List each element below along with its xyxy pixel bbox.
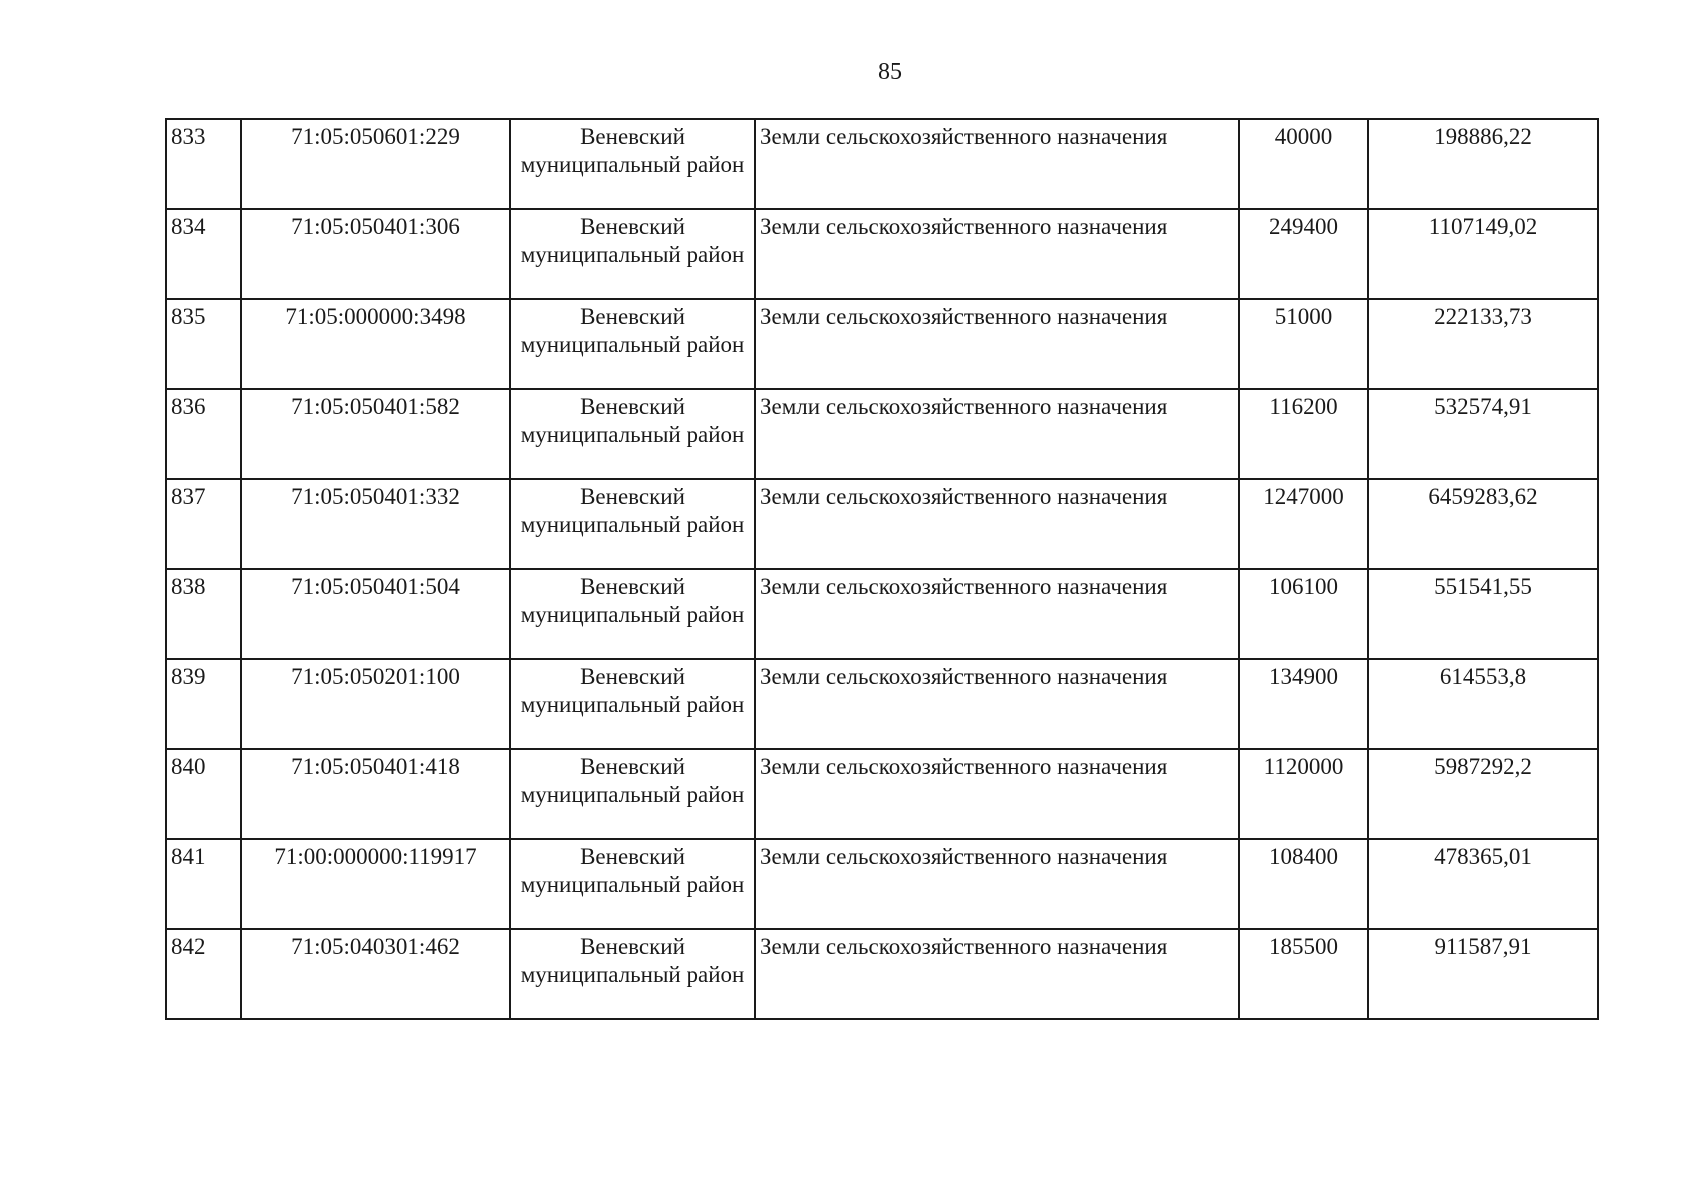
municipality-cell: Веневский муниципальный район xyxy=(510,659,755,749)
area-cell: 40000 xyxy=(1239,119,1368,209)
area-cell: 51000 xyxy=(1239,299,1368,389)
table-body xyxy=(166,119,1598,1019)
land-category-cell: Земли сельскохозяйственного назначения xyxy=(755,209,1239,299)
municipality-cell: Веневский муниципальный район xyxy=(510,839,755,929)
land-category-cell: Земли сельскохозяйственного назначения xyxy=(755,299,1239,389)
land-category-cell: Земли сельскохозяйственного назначения xyxy=(755,569,1239,659)
cadastral-value-cell: 6459283,62 xyxy=(1368,479,1598,569)
area-cell: 249400 xyxy=(1239,209,1368,299)
row-number-cell: 834 xyxy=(166,209,241,299)
cadastral-value-cell: 551541,55 xyxy=(1368,569,1598,659)
municipality-cell: Веневский муниципальный район xyxy=(510,569,755,659)
area-cell: 185500 xyxy=(1239,929,1368,1019)
area-cell: 1120000 xyxy=(1239,749,1368,839)
cadastral-number-cell: 71:05:040301:462 xyxy=(241,929,510,1019)
row-number-cell: 839 xyxy=(166,659,241,749)
cadastral-number-cell: 71:00:000000:119917 xyxy=(241,839,510,929)
table-row xyxy=(166,389,1598,479)
municipality-cell: Веневский муниципальный район xyxy=(510,389,755,479)
cadastral-number-cell: 71:05:050401:306 xyxy=(241,209,510,299)
cadastral-number-cell: 71:05:050401:418 xyxy=(241,749,510,839)
cadastral-value-cell: 532574,91 xyxy=(1368,389,1598,479)
municipality-cell: Веневский муниципальный район xyxy=(510,299,755,389)
land-category-cell: Земли сельскохозяйственного назначения xyxy=(755,929,1239,1019)
municipality-cell: Веневский муниципальный район xyxy=(510,479,755,569)
table-row xyxy=(166,479,1598,569)
row-number-cell: 836 xyxy=(166,389,241,479)
area-cell: 108400 xyxy=(1239,839,1368,929)
table-row xyxy=(166,749,1598,839)
land-category-cell: Земли сельскохозяйственного назначения xyxy=(755,749,1239,839)
row-number-cell: 842 xyxy=(166,929,241,1019)
area-cell: 106100 xyxy=(1239,569,1368,659)
cadastral-number-cell: 71:05:050401:332 xyxy=(241,479,510,569)
row-number-cell: 841 xyxy=(166,839,241,929)
table-row xyxy=(166,839,1598,929)
cadastral-value-cell: 614553,8 xyxy=(1368,659,1598,749)
row-number-cell: 837 xyxy=(166,479,241,569)
cadastral-number-cell: 71:05:000000:3498 xyxy=(241,299,510,389)
row-number-cell: 833 xyxy=(166,119,241,209)
land-category-cell: Земли сельскохозяйственного назначения xyxy=(755,839,1239,929)
land-plots-table xyxy=(165,118,1599,1020)
municipality-cell: Веневский муниципальный район xyxy=(510,209,755,299)
cadastral-value-cell: 911587,91 xyxy=(1368,929,1598,1019)
table-row xyxy=(166,209,1598,299)
cadastral-number-cell: 71:05:050401:504 xyxy=(241,569,510,659)
page-number: 85 xyxy=(878,59,902,85)
land-category-cell: Земли сельскохозяйственного назначения xyxy=(755,119,1239,209)
cadastral-value-cell: 1107149,02 xyxy=(1368,209,1598,299)
area-cell: 134900 xyxy=(1239,659,1368,749)
table-row xyxy=(166,929,1598,1019)
cadastral-value-cell: 5987292,2 xyxy=(1368,749,1598,839)
row-number-cell: 840 xyxy=(166,749,241,839)
cadastral-number-cell: 71:05:050401:582 xyxy=(241,389,510,479)
land-category-cell: Земли сельскохозяйственного назначения xyxy=(755,389,1239,479)
municipality-cell: Веневский муниципальный район xyxy=(510,119,755,209)
cadastral-value-cell: 198886,22 xyxy=(1368,119,1598,209)
table-row xyxy=(166,569,1598,659)
municipality-cell: Веневский муниципальный район xyxy=(510,749,755,839)
cadastral-number-cell: 71:05:050201:100 xyxy=(241,659,510,749)
area-cell: 116200 xyxy=(1239,389,1368,479)
table-row xyxy=(166,119,1598,209)
land-category-cell: Земли сельскохозяйственного назначения xyxy=(755,479,1239,569)
municipality-cell: Веневский муниципальный район xyxy=(510,929,755,1019)
cadastral-value-cell: 222133,73 xyxy=(1368,299,1598,389)
cadastral-value-cell: 478365,01 xyxy=(1368,839,1598,929)
row-number-cell: 835 xyxy=(166,299,241,389)
land-category-cell: Земли сельскохозяйственного назначения xyxy=(755,659,1239,749)
cadastral-number-cell: 71:05:050601:229 xyxy=(241,119,510,209)
area-cell: 1247000 xyxy=(1239,479,1368,569)
table-row xyxy=(166,659,1598,749)
row-number-cell: 838 xyxy=(166,569,241,659)
table-row xyxy=(166,299,1598,389)
